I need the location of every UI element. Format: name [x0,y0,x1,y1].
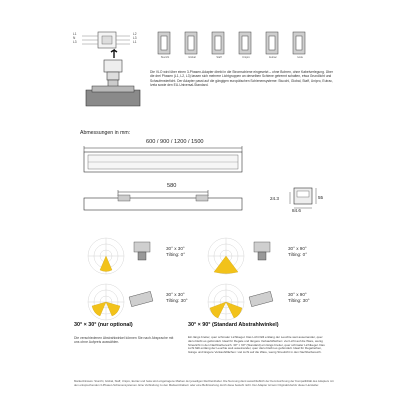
beam-diagram-30x30-tilt0 [86,236,166,276]
trademark-footer: Markenhinweis: Stucchi, Global, Staff, Unipro, Eutrac und Ivela sind eingetragene Marken der jeweiligen Rechteinhaber. Die Nennung dient ausschließlich der Kennzeichnung der Kompatibilität des Adapters mit den entsprechenden 3-Phasen-Schienensystemen. Eine Verbindung zu den Markeninhabern oder eine Befürwortung durch diese besteht nicht. Der Adapter ist kein Originalzubehör dieser Hersteller. [74,379,334,387]
rail-label-eutrac: Eutrac [269,56,277,59]
beam-diagram-30x90-tilt0 [206,236,286,276]
adapter-schematic [78,28,148,110]
luminaire-top-view [78,146,248,176]
left-section-text: Die verschiedenen Abstrahlwinkel können Sie nach Absprache mit uns ohne Aufpreis auswählen. [74,336,174,345]
rail-label-global: Global [188,56,196,59]
pin-label-left-3: L3 [73,40,77,44]
beam-4-tilting: Tilting: 30° [288,298,310,303]
dimensions-header: Abmessungen in mm: [80,130,131,136]
left-section-title: 30° × 30° (nur optional) [74,322,133,328]
pin-label-right-2: L3 [133,36,137,40]
pin-label-right-1: L2 [133,32,137,36]
side-label: 55 [318,195,324,200]
beam-2-tilting: Tilting: 0° [288,252,308,257]
beam-4-angle: 30° x 90° [288,292,307,297]
beam-1-tilting: Tilting: 0° [166,252,186,257]
lengths-label: 600 / 900 / 1200 / 1500 [146,139,204,145]
adapter-description: Die VLO wird über einen 3-Phasen-Adapter direkt in die Stromschiene eingesetzt – ohne Bohren, ohne Kabelverlegung. Über die drei Phasen (L1, L2, L3) lassen sich mehrere Lichtgruppen an derselben Schiene getrennt schalten, etwa Grundlicht und Schaufensterlicht. Der Adapter passt auf die gängigen europäischen Schienensysteme: Stucchi, Global, Staff, Unipro, Eutrac, Ivela sowie den EU-Universal-Standard. [150,70,333,88]
beam-diagram-30x90-tilt30 [206,282,286,322]
beam-3-angle: 30° x 30° [166,292,185,297]
beam-diagram-30x30-tilt30 [86,282,166,322]
luminaire-side-view [78,190,248,216]
pin-label-left-1: L1 [73,32,77,36]
right-section-text: Ein längs breiter, quer schmaler Lichtkegel. Das Licht fällt entlang der Leuchte weit auseinander, quer dazu bleibt es gebündelt. Ideal für Regale und längere Verkaufsflächen: viel Licht auf die Ware, wenig Streulicht in den Nachbarbereich. 30° × 90° (Standard) ein längs breiter, quer schmaler Lichtkegel. Das Licht fällt entlang der Leuchte weit auseinander, quer dazu bleibt es gebündelt. Ideal für Regalreihen, Gänge und längere Verkaufsflächen: viel Licht auf die Ware, wenig Streulicht in den Nachbarbereich. [188,335,325,355]
height-label: 24.3 [270,196,279,201]
rail-label-ivela: Ivela [297,56,303,59]
right-section-title: 30° × 90° (Standard Abstrahlwinkel) [188,322,279,328]
rail-label-unipro: Unipro [242,56,250,59]
pin-label-left-2: N [73,36,76,40]
rail-label-staff: Staff [216,56,222,59]
beam-2-angle: 30° x 90° [288,246,307,251]
pin-label-right-3: L1 [133,40,137,44]
beam-3-tilting: Tilting: 30° [166,298,188,303]
rail-label-stucchi: Stucchi [160,56,170,59]
inner-length-label: 580 [167,183,177,189]
beam-1-angle: 30° x 30° [166,246,185,251]
width-label: 84.6 [292,208,301,213]
